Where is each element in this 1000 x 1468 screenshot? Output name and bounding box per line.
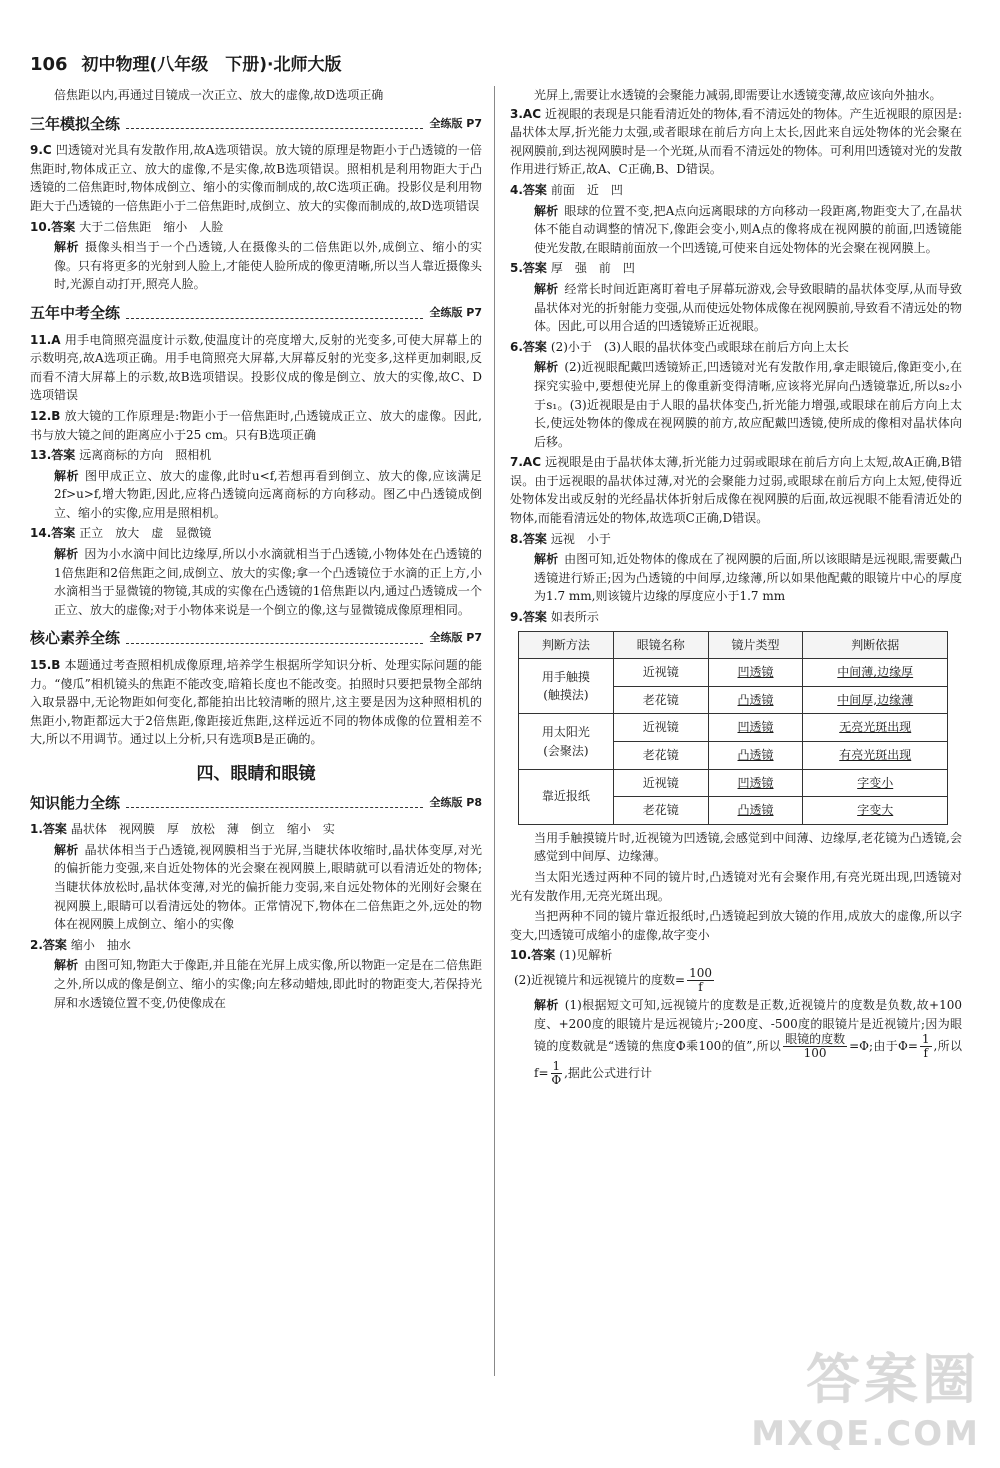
analysis-label: 解析	[534, 203, 559, 218]
table-cell: 字变大	[803, 797, 948, 825]
table-cell: 凹透镜	[708, 769, 803, 797]
analysis-label: 解析	[54, 547, 79, 562]
analysis-label: 解析	[534, 997, 559, 1012]
answer-text: 正立 放大 虚 显微镜	[79, 526, 212, 541]
table-cell: 中间薄,边缘厚	[803, 659, 948, 687]
answer-text: 大于二倍焦距 缩小 人脸	[79, 219, 224, 234]
analysis-label: 解析	[534, 360, 559, 375]
fraction-numerator: 眼镜的度数	[785, 1032, 846, 1047]
question-number: 14.答案	[30, 526, 76, 541]
section-title: 知识能力全练	[30, 793, 121, 812]
answer-text: 远视 小于	[550, 531, 611, 546]
question-number: 15.B	[30, 658, 61, 673]
fraction-denominator: f	[923, 1046, 928, 1061]
question-number: 1.答案	[30, 822, 67, 837]
analysis-text: 眼球的位置不变,把A点向远离眼球的方向移动一段距离,物距变大了,在晶状体不能自动调整的情况下,像距会变小,则A点的像将成在视网膜的前面,凹透镜能使光发散,在眼睛前面放一个凹透镜,可使来自远处物体的光会聚在视网膜上。	[534, 203, 962, 255]
question-number: 10.答案	[30, 219, 76, 234]
question-number: 9.C	[30, 143, 52, 158]
question-number: 5.答案	[510, 261, 547, 276]
answer-text: 如表所示	[550, 610, 599, 625]
analysis-text: 经常长时间近距离盯着电子屏幕玩游戏,会导致眼睛的晶状体变厚,从而导致晶状体对光的折射能力变强,从而使远处物体成像在视网膜前,导致看不清远处的物体。因此,可以用合适的凹透镜矫正近视眼。	[534, 281, 962, 334]
analysis-text: 由图可知,近处物体的像成在了视网膜的后面,所以该眼睛是远视眼,需要戴凸透镜进行矫正;因为凸透镜的中间厚,边缘薄,所以如果他配戴的眼镜片中心的厚度为1.7 mm,则该镜片边缘的厚度应小于1.7 mm	[534, 552, 962, 604]
knowledge-4-analysis	[510, 202, 962, 258]
knowledge-1-analysis	[30, 841, 482, 934]
knowledge-8-analysis	[510, 550, 962, 606]
knowledge-2-analysis	[30, 956, 482, 1012]
knowledge-9-explain-1: 当用手触摸镜片时,近视镜为凹透镜,会感觉到中间薄、边缘厚,老花镜为凸透镜,会感觉到中间厚、边缘薄。	[534, 830, 962, 864]
knowledge-9-explain-3: 当把两种不同的镜片靠近报纸时,凸透镜起到放大镜的作用,成放大的虚像,所以字变大,凹透镜可成缩小的虚像,故字变小	[510, 909, 962, 942]
question-13-answer	[30, 446, 482, 465]
question-15	[30, 656, 482, 749]
fraction-denominator: f	[698, 979, 703, 994]
analysis-text: (2)近视眼配戴凹透镜矫正,凹透镜对光有发散作用,拿走眼镜后,像距变小,在探究实验中,要想使光屏上的像重新变得清晰,应该将光屏向凸透镜靠近,所以s₂小于s₁。(3)近视眼是由于人眼的晶状体变凸,折光能力增强,或眼球在前后方向上太长,使远处物体的像成在视网膜的前方,故应配戴凹透镜,使所成的像相对晶状体向后移。	[534, 360, 962, 449]
question-number: 3.AC	[510, 106, 542, 121]
analysis-text: 因为小水滴中间比边缘厚,所以小水滴就相当于凸透镜,小物体处在凸透镜的1倍焦距和2倍焦距之间,成倒立、放大的实像;拿一个凸透镜位于水滴的正上方,小水滴相当于显微镜的物镜,其成的实像在凸透镜的1倍焦距以内,通过凸透镜成一个正立、放大的虚像;对于小物体来说是一个倒立的像,这与显微镜成像原理相同。	[54, 547, 482, 617]
section-ref: 全练版 P7	[429, 631, 482, 645]
knowledge-3	[510, 105, 962, 179]
method-cell: 靠近报纸	[519, 769, 614, 824]
method-cell: 用手触摸 (触摸法)	[519, 659, 614, 714]
table-header: 判断方法	[519, 631, 614, 659]
section-header-hexin	[30, 629, 482, 648]
table-cell: 凸透镜	[708, 742, 803, 770]
knowledge-4-answer	[510, 181, 962, 200]
table-header: 镜片类型	[708, 631, 803, 659]
column-divider	[494, 86, 495, 1376]
analysis-text: 由图可知,物距大于像距,并且能在光屏上成实像,所以物距一定是在二倍焦距之外,所以成的像是倒立、缩小的实像;向左移动蜡烛,即此时的物距变大,若保持光屏和水透镜位置不变,仍使像成在	[54, 958, 482, 1010]
question-text: 凹透镜对光具有发散作用,故A选项错误。放大镜的原理是物距小于凸透镜的一倍焦距时,物体成正立、放大的虚像,不是实像,故B选项错误。照相机是利用物距大于凸透镜的二倍焦距时,物体成倒立、缩小的实像而制成的,故C选项正确。投影仪是利用物距大于凸透镜的一倍焦距小于二倍焦距时,成倒立、放大的实像而制成的,故D选项错误	[30, 143, 482, 213]
knowledge-8-answer	[510, 530, 962, 549]
continuation-text: 光屏上,需要让水透镜的会聚能力减弱,即需要让水透镜变薄,故应该向外抽水。	[534, 88, 942, 102]
fraction-denominator: Φ	[551, 1073, 562, 1088]
answer-text: 缩小 抽水	[70, 937, 131, 952]
analysis-label: 解析	[54, 958, 79, 973]
question-number: 4.答案	[510, 182, 547, 197]
section-title: 核心素养全练	[30, 629, 121, 648]
section-header-zhishi	[30, 794, 482, 813]
question-number: 6.答案	[510, 339, 547, 354]
section-ref: 全练版 P7	[429, 305, 482, 319]
analysis-label: 解析	[534, 552, 559, 567]
table-cell: 近视镜	[613, 659, 708, 687]
section-ref: 全练版 P7	[429, 116, 482, 130]
analysis-text: 摄像头相当于一个凸透镜,人在摄像头的二倍焦距以外,成倒立、缩小的实像。只有将更多的光射到人脸上,才能使人脸所成的像更清晰,所以当人靠近摄像头时,光源自动打开,照亮人脸。	[54, 240, 482, 292]
table-row	[519, 714, 948, 742]
watermark	[751, 1337, 980, 1454]
section-header-sannian	[30, 115, 482, 134]
book-title: 初中物理(八年级 下册)·北师大版	[81, 55, 342, 75]
question-11	[30, 331, 482, 405]
analysis-text: 晶状体相当于凸透镜,视网膜相当于光屏,当睫状体收缩时,晶状体变厚,对光的偏折能力变强,来自近处物体的光会聚在视网膜上,眼睛就可以看清近处的物体;当睫状体放松时,晶状体变薄,对光的偏折能力变弱,来自远处物体的光刚好会聚在视网膜上,眼睛可以看清远处的物体。正常情况下,物体在二倍焦距之外,远处的物体在视网膜上成倒立、缩小的实像	[54, 842, 482, 932]
analysis-label: 解析	[54, 240, 80, 255]
table-cell: 老花镜	[613, 797, 708, 825]
table-header: 眼镜名称	[613, 631, 708, 659]
question-number: 12.B	[30, 408, 61, 423]
table-cell: 凸透镜	[708, 797, 803, 825]
knowledge-1-answer	[30, 820, 482, 839]
question-number: 7.AC	[510, 455, 542, 470]
answer-text: (1)见解析	[559, 948, 613, 963]
table-cell: 中间厚,边缘薄	[803, 686, 948, 714]
question-10-answer	[30, 218, 482, 237]
section-title: 三年模拟全练	[30, 114, 121, 133]
knowledge-6-answer	[510, 338, 962, 357]
fraction-numerator: 1	[921, 1032, 930, 1047]
fraction	[783, 1033, 847, 1060]
answer-text: (2)近视镜片和远视镜片的度数=	[514, 972, 686, 987]
answer-text: (2)小于 (3)人眼的晶状体变凸或眼球在前后方向上太长	[550, 339, 849, 354]
fraction-numerator: 1	[552, 1059, 561, 1074]
table-cell: 近视镜	[613, 714, 708, 742]
analysis-text: ,据此公式进行计	[564, 1066, 652, 1081]
knowledge-6-analysis	[510, 358, 962, 451]
table-cell: 字变小	[803, 769, 948, 797]
page-number: 106	[30, 54, 68, 75]
question-text: 用手电筒照亮温度计示数,使温度计的亮度增大,反射的光变多,可使大屏幕上的示数明亮,故A选项正确。用手电筒照亮大屏幕,大屏幕反射的光变多,这样更加刺眼,反而看不清大屏幕上的示数,故B选项错误。投影仪成的像是倒立、放大的实像,故C、D选项错误	[30, 332, 482, 403]
fraction-numerator: 100	[689, 965, 712, 980]
judgement-table	[518, 631, 948, 825]
knowledge-5-analysis	[510, 280, 962, 336]
table-header-row	[519, 631, 948, 659]
fraction-denominator: 100	[803, 1046, 827, 1061]
question-number: 10.答案	[510, 948, 556, 963]
question-text: 近视眼的表现是只能看清近处的物体,看不清远处的物体。产生近视眼的原因是:晶状体太厚,折光能力太强,或者眼球在前后方向上太长,因此来自远处物体的光会聚在视网膜前,到达视网膜时是一个光斑,从而看不清远处的物体。可利用凹透镜对光的发散作用进行矫正,故A、C正确,B、D错误。	[510, 106, 962, 177]
question-number: 2.答案	[30, 937, 67, 952]
question-12	[30, 407, 482, 444]
question-13-analysis	[30, 467, 482, 523]
dotted-leader	[126, 318, 423, 319]
right-column	[510, 86, 962, 1089]
chapter-title: 四、眼睛和眼镜	[196, 764, 316, 784]
analysis-label: 解析	[534, 281, 559, 296]
table-cell: 无亮光斑出现	[803, 714, 948, 742]
question-14-answer	[30, 524, 482, 543]
watermark-url: MXQE.COM	[751, 1414, 980, 1454]
knowledge-9-answer	[510, 608, 962, 627]
method-cell: 用太阳光 (会聚法)	[519, 714, 614, 769]
analysis-label: 解析	[54, 468, 80, 483]
dotted-leader	[126, 643, 423, 644]
left-column	[30, 86, 482, 1014]
knowledge-7	[510, 453, 962, 527]
table-row	[519, 769, 948, 797]
table-cell: 凸透镜	[708, 686, 803, 714]
table-cell: 近视镜	[613, 769, 708, 797]
fraction	[687, 967, 714, 994]
answer-text: 前面 近 凹	[550, 182, 623, 197]
knowledge-9-explain-2: 当太阳光透过两种不同的镜片时,凸透镜对光有会聚作用,有亮光斑出现,凹透镜对光有发散作用,无亮光斑出现。	[510, 869, 962, 903]
knowledge-5-answer	[510, 259, 962, 278]
answer-text: 晶状体 视网膜 厚 放松 薄 倒立 缩小 实	[70, 822, 335, 837]
answer-text: 远离商标的方向 照相机	[79, 448, 212, 463]
knowledge-10-answer-2	[510, 967, 962, 994]
question-text: 远视眼是由于晶状体太薄,折光能力过弱或眼球在前后方向上太短,故A正确,B错误。由于远视眼的晶状体过薄,对光的会聚能力过弱,或眼球在前后方向上太短,使得近处物体发出或反射的光经晶状体折射后成像在视网膜的后面,故远视眼不能看清近处的物体,而能看清远处的物体,故选项C正确,D错误。	[510, 455, 962, 526]
fraction	[551, 1060, 563, 1087]
section-title: 五年中考全练	[30, 303, 121, 322]
analysis-label: 解析	[54, 842, 79, 857]
intro-text: 倍焦距以内,再通过目镜成一次正立、放大的虚像,故D选项正确	[54, 88, 384, 102]
question-number: 11.A	[30, 332, 61, 347]
section-ref: 全练版 P8	[429, 795, 482, 809]
page-header	[30, 50, 342, 75]
dotted-leader	[126, 128, 423, 129]
question-number: 13.答案	[30, 448, 76, 463]
table-cell: 凹透镜	[708, 714, 803, 742]
analysis-text: (1)根据短文可知,远视镜片的度数是正数,近视镜片的度数是负数,故+100度、+200度的眼镜片是远视镜片;-200度、-500度的眼镜片是近视镜片;因为眼镜的度数就是“透镜的焦度Φ乘100的值”,所以	[534, 997, 962, 1054]
section-header-wunian	[30, 304, 482, 323]
question-text: 放大镜的工作原理是:物距小于一倍焦距时,凸透镜成正立、放大的虚像。因此,书与放大镜之间的距离应小于25 cm。只有B选项正确	[30, 408, 482, 442]
analysis-text: =Φ;由于Φ=	[849, 1039, 918, 1054]
table-cell: 有亮光斑出现	[803, 742, 948, 770]
table-header: 判断依据	[803, 631, 948, 659]
table-row	[519, 659, 948, 687]
table-cell: 凹透镜	[708, 659, 803, 687]
answer-text: 厚 强 前 凹	[550, 261, 635, 276]
table-cell: 老花镜	[613, 742, 708, 770]
question-14-analysis	[30, 545, 482, 619]
question-9	[30, 141, 482, 215]
question-number: 8.答案	[510, 531, 547, 546]
fraction	[920, 1033, 932, 1060]
dotted-leader	[126, 807, 423, 808]
question-10-analysis	[30, 238, 482, 294]
watermark-logo-text: 答案圈	[806, 1348, 980, 1411]
knowledge-10-analysis	[510, 996, 962, 1087]
knowledge-2-answer	[30, 936, 482, 955]
question-text: 本题通过考查照相机成像原理,培养学生根据所学知识分析、处理实际问题的能力。“傻瓜”相机镜头的焦距不能改变,暗箱长度也不能改变。拍照时只要把景物全部纳入取景器中,无论物距如何变化,都能拍出比较清晰的照片,这主要是因为这种照相机的焦距小,物距都远大于2倍焦距,像距接近焦距,这样远近不同的物体成像的位置相差不大,所以不用调节。通过以上分析,只有选项B是正确的。	[30, 658, 482, 747]
question-number: 9.答案	[510, 610, 547, 625]
analysis-text: 图甲成正立、放大的虚像,此时u<f,若想再看到倒立、放大的像,应该满足2f>u>f,增大物距,因此,应将凸透镜向远离商标的方向移动。图乙中凸透镜成倒立、缩小的实像,应用是照相机。	[54, 468, 482, 520]
knowledge-10-answer	[510, 946, 962, 965]
table-cell: 老花镜	[613, 686, 708, 714]
analysis-text: ,所以f=	[534, 1039, 962, 1081]
